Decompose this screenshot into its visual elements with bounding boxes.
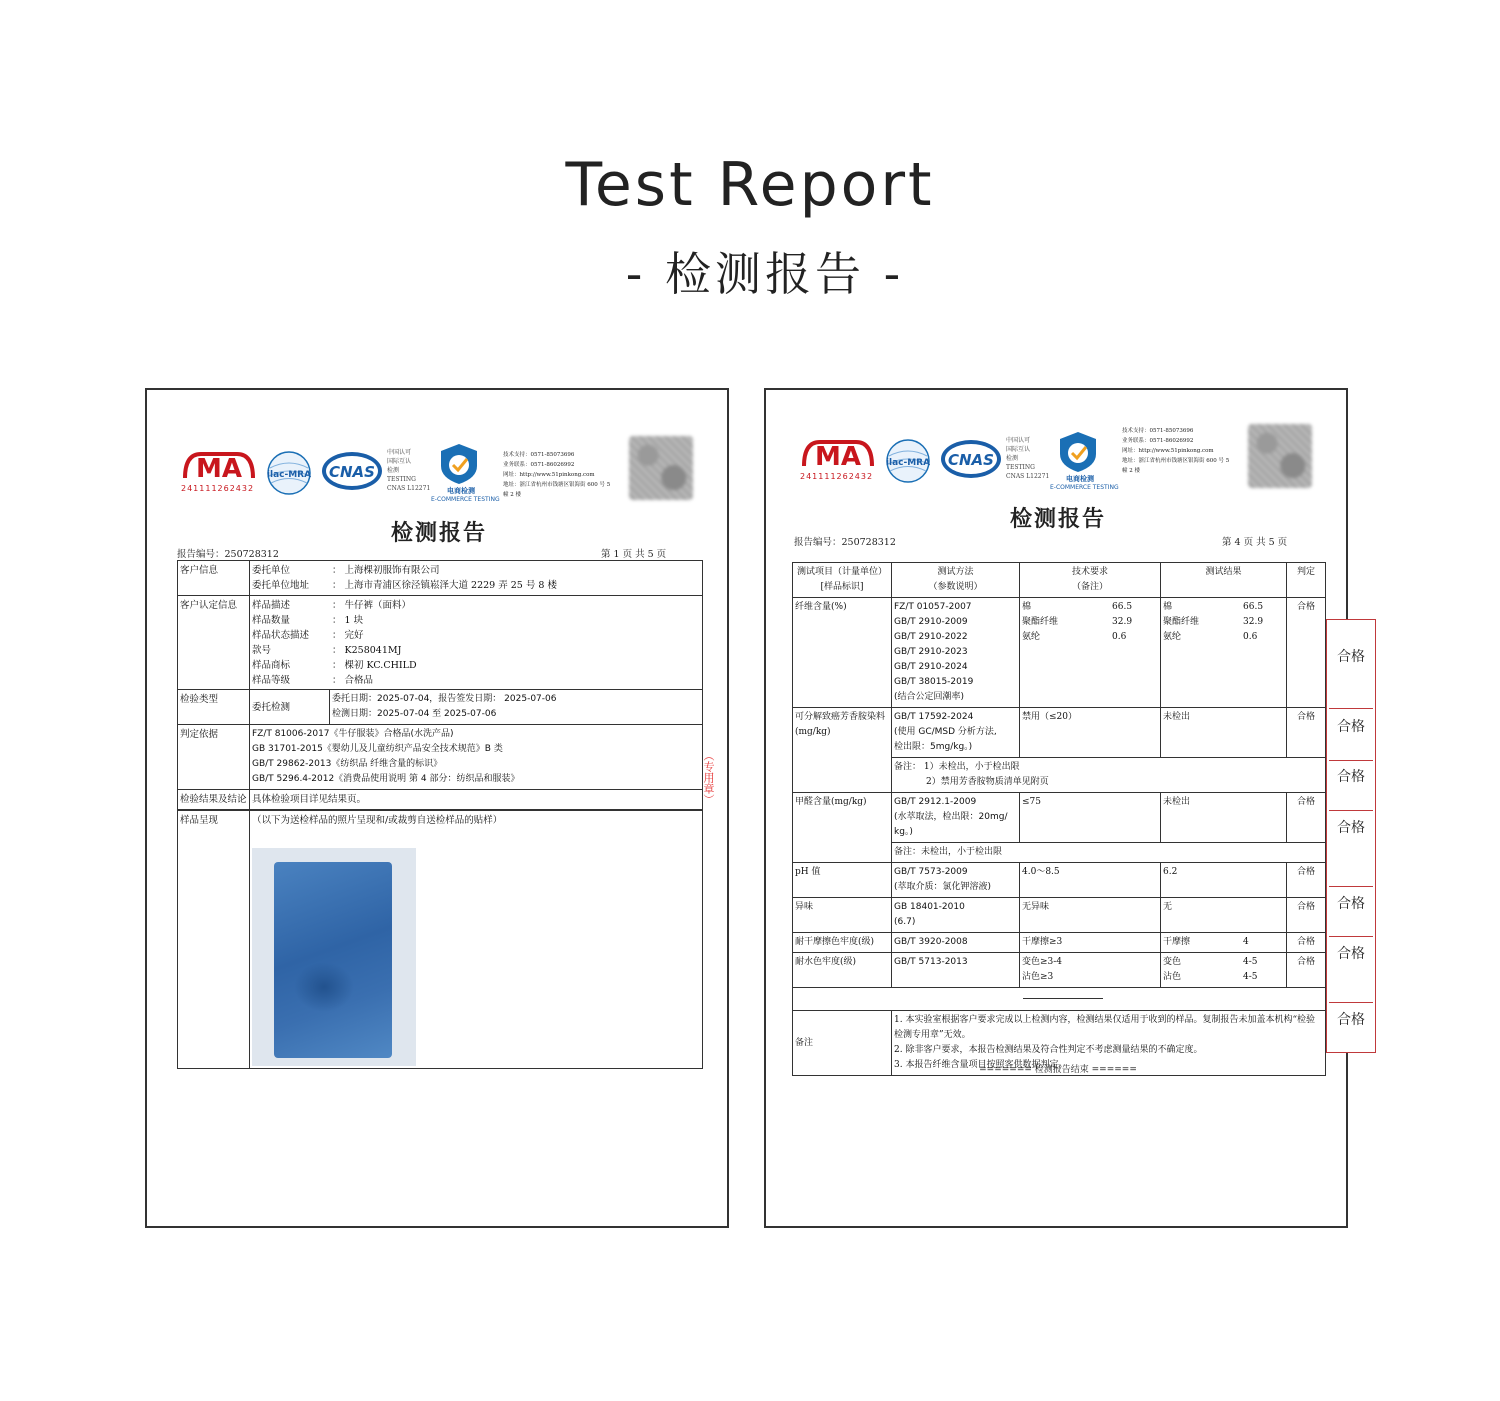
report-end-marker: ======= 检测报告结束 ====== (979, 1065, 1137, 1075)
table-row: 可分解致癌芳香胺染料(mg/kg) GB/T 17592-2024 (使用 GC/MSD 分析方法, 检出限：5mg/kg。) 禁用（≤20） 未检出 合格 (793, 708, 1326, 758)
row-label: 样品呈现 (178, 810, 250, 1069)
verdict-label: 合格 (1337, 719, 1365, 735)
verdict-label: 合格 (1337, 946, 1365, 962)
svg-text:CNAS: CNAS (329, 463, 375, 481)
verdict-label: 合格 (1337, 769, 1365, 785)
row-label: 检验结果及结论 (178, 790, 250, 811)
table-row: 检验结果及结论 具体检验项目详见结果页。 (178, 790, 703, 811)
qr-code (1248, 424, 1312, 488)
svg-text:ilac-MRA: ilac-MRA (266, 470, 312, 480)
contact-info: 技术支持：0571-85073696 业务联系：0571-86026992 网址：http://www.51pinkong.com 地址：浙江省杭州市钱塘区银海街 600 号 5 幢 2 楼 (503, 452, 611, 498)
ecommerce-testing-logo: 电商检测 E-COMMERCE TESTING (1046, 430, 1110, 488)
contact-info: 技术支持：0571-85073696 业务联系：0571-86026992 网址：http://www.51pinkong.com 地址：浙江省杭州市钱塘区银海街 600 号 5 幢 2 楼 (1122, 428, 1230, 474)
table-spacer-row (793, 988, 1326, 1011)
table-row: 备注： 1）未检出，小于检出限 2）禁用芳香胺物质清单见附页 (793, 758, 1326, 793)
cnas-logo (940, 438, 1002, 480)
report-table-page-1 (177, 560, 703, 1069)
document-title: 检测报告 (1009, 506, 1106, 532)
table-row: 甲醛含量(mg/kg) GB/T 2912.1-2009 (水萃取法，检出限：20mg/ kg。) ≤75 未检出 合格 (793, 793, 1326, 843)
row-label: 客户认定信息 (178, 596, 250, 690)
report-page-1 (145, 388, 729, 1228)
cma-number: 241111262432 (800, 472, 874, 481)
qr-code (629, 436, 693, 500)
table-row: 耐水色牢度(级) GB/T 5713-2013 变色≥3-4 沾色≥3 变色 4-5 沾色 4-5 合格 (793, 953, 1326, 988)
verdict-label: 合格 (1337, 896, 1365, 912)
ilac-mra-logo (265, 450, 313, 496)
table-row: 备注：未检出，小于检出限 (793, 843, 1326, 863)
verdict-label: 合格 (1337, 649, 1365, 665)
row-label: 判定依据 (178, 725, 250, 790)
table-row: 样品呈现 （以下为送检样品的照片呈现和/或裁剪自送检样品的贴样） (178, 810, 703, 1069)
table-row: pH 值 GB/T 7573-2009 (萃取介质：氯化钾溶液) 4.0～8.5 6.2 合格 (793, 863, 1326, 898)
page-title: Test Report (565, 150, 935, 220)
document-title: 检测报告 (390, 520, 487, 546)
table-row: 检验类型 委托检测 委托日期：2025-07-04，报告签发日期： 2025-07-06 检测日期：2025-07-04 至 2025-07-06 (178, 690, 703, 725)
table-row: 客户信息 委托单位 ： 上海棵初服饰有限公司 委托单位地址 ： 上海市青浦区徐泾镇崧泽大道 2229 弄 25 号 8 楼 (178, 561, 703, 596)
cnas-caption: 中国认可 国际互认 检测 TESTING CNAS L12271 (1006, 437, 1050, 480)
ilac-mra-logo (884, 438, 932, 484)
sample-photo (252, 848, 416, 1066)
svg-text:CNAS: CNAS (948, 451, 994, 469)
cnas-caption: 中国认可 国际互认 检测 TESTING CNAS L12271 (387, 449, 431, 492)
table-row: 耐干摩擦色牢度(级) GB/T 3920-2008 干摩擦≥3 干摩擦 4 合格 (793, 933, 1326, 953)
svg-text:MA: MA (196, 454, 242, 482)
page-number: 第 4 页 共 5 页 (1222, 537, 1288, 548)
page-number: 第 1 页 共 5 页 (601, 549, 667, 560)
row-label: 客户信息 (178, 561, 250, 596)
report-number: 报告编号：250728312 (794, 537, 896, 548)
table-row: 备注 1. 本实验室根据客户要求完成以上检测内容，检测结果仅适用于收到的样品。复制报告未加盖本机构“检验检测专用章”无效。 2. 除非客户要求，本报告检测结果及符合性判定不考虑测量结果的不确定度。 3. 本报告纤维含量项目按照客供数据判定。 (793, 1011, 1326, 1076)
test-results-table (792, 562, 1326, 1076)
cma-logo (181, 448, 257, 494)
table-row: 纤维含量(%) FZ/T 01057-2007 GB/T 2910-2009 GB/T 2910-2022 GB/T 2910-2023 GB/T 2910-2024 GB/T 38015-2019 (结合公定回潮率) 棉 66.5 聚酯纤维 32.9 氨纶 0.6 棉 66.5 聚酯纤维 32.9 氨纶 0.6 合格 (793, 598, 1326, 708)
table-header-row: 测试项目（计量单位） [样品标识] 测试方法 （参数说明） 技术要求 （备注） 测试结果 判定 (793, 563, 1326, 598)
accreditation-logos (181, 440, 611, 503)
cma-logo (800, 436, 876, 482)
table-row: 客户认定信息 样品描述 ： 牛仔裤（面料） 样品数量 ： 1 块 样品状态描述 ： 完好 款号 ： K258041MJ 样品商标 ： 棵初 KC.CHILD 样品等级 ： 合格品 (178, 596, 703, 690)
svg-text:MA: MA (815, 442, 861, 470)
table-row: 异味 GB 18401-2010 (6.7) 无异味 无 合格 (793, 898, 1326, 933)
verdict-callout-strip (1326, 619, 1376, 1053)
page-subtitle: - 检测报告 - (625, 247, 905, 301)
ecommerce-testing-logo: 电商检测 E-COMMERCE TESTING (427, 442, 491, 500)
cma-number: 241111262432 (181, 484, 255, 493)
report-number: 报告编号：250728312 (177, 549, 279, 560)
accreditation-logos (800, 428, 1230, 491)
report-page-4 (764, 388, 1348, 1228)
verdict-label: 合格 (1337, 1012, 1365, 1028)
cnas-logo (321, 450, 383, 492)
red-stamp-text: （专用章） (702, 750, 715, 805)
table-row: 判定依据 FZ/T 81006-2017《牛仔服装》合格品(水洗产品) GB 31701-2015《婴幼儿及儿童纺织产品安全技术规范》B 类 GB/T 29862-2013《纺织品 纤维含量的标识》 GB/T 5296.4-2012《消费品使用说明 第 4 部分：纺织品和服装》 (178, 725, 703, 790)
row-label: 检验类型 (178, 690, 250, 725)
svg-text:ilac-MRA: ilac-MRA (885, 458, 931, 468)
verdict-label: 合格 (1337, 820, 1365, 836)
